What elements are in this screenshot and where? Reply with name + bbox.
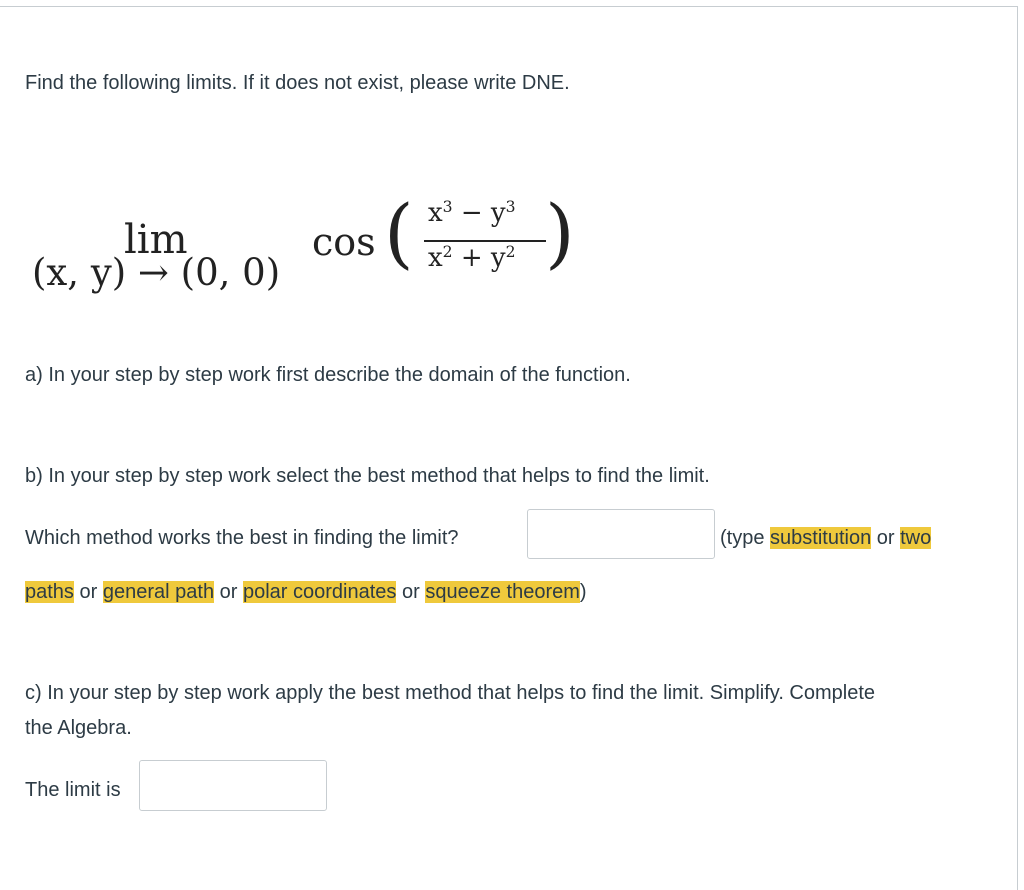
hint-close: )	[579, 581, 587, 603]
left-paren: (	[384, 188, 414, 277]
or-text: or	[79, 581, 98, 603]
question-frame	[0, 6, 1018, 890]
option-substitution: substitution	[770, 527, 872, 549]
option-polar-coordinates: polar coordinates	[242, 581, 397, 603]
option-two: two	[900, 527, 932, 549]
option-paths: paths	[25, 581, 74, 603]
instructions-text: Find the following limits. If it does not exist, please write DNE.	[25, 72, 570, 94]
limit-answer-label: The limit is	[25, 779, 121, 801]
or-text: or	[876, 527, 895, 549]
part-c-line2: the Algebra.	[25, 717, 132, 739]
part-a-text: a) In your step by step work first describe the domain of the function.	[25, 364, 631, 386]
option-general-path: general path	[102, 581, 215, 603]
part-b-text: b) In your step by step work select the best method that helps to find the limit.	[25, 465, 710, 487]
or-text: or	[219, 581, 238, 603]
or-text: or	[401, 581, 420, 603]
lim-operator: lim	[124, 217, 188, 263]
fraction-denominator: $x^2 + y^2$	[428, 242, 516, 273]
limit-answer-input[interactable]	[139, 760, 327, 811]
method-question-label: Which method works the best in finding the limit?	[25, 527, 459, 549]
part-c-line1: c) In your step by step work apply the best method that helps to find the limit. Simplify. Complete	[25, 682, 876, 704]
hint-prefix: (type	[720, 527, 771, 549]
option-squeeze-theorem: squeeze theorem	[425, 581, 580, 603]
method-hint-line1	[720, 525, 931, 551]
fraction-bar	[424, 240, 546, 242]
method-hint-line2	[25, 579, 587, 605]
method-answer-input[interactable]	[527, 509, 715, 559]
fraction-numerator: $x^3 - y^3$	[428, 197, 516, 228]
lim-approach: (x, y) → (0, 0)	[32, 251, 281, 294]
right-paren: )	[545, 188, 575, 277]
cos-function: cos	[312, 220, 376, 264]
